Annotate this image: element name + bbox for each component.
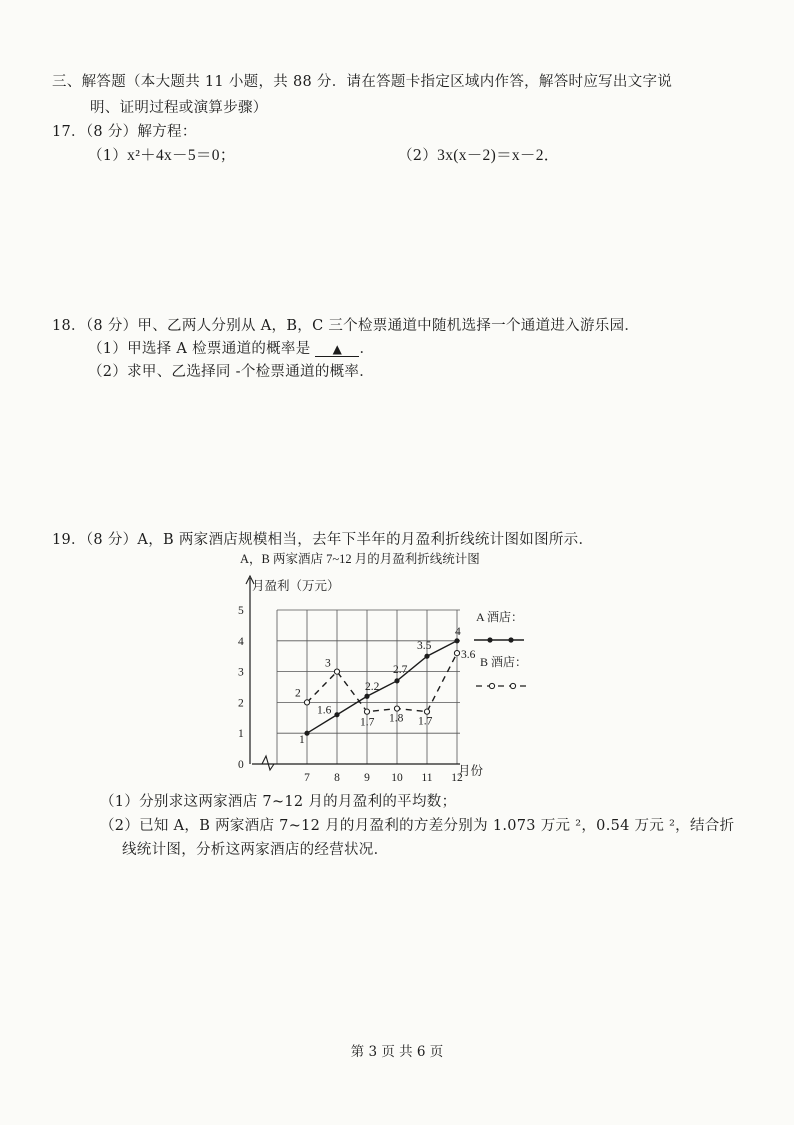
x-tick-label: 7 (304, 772, 310, 784)
legend-b-marker (510, 683, 515, 688)
q17-part2-equation: 3x(x－2)＝x－2． (437, 147, 560, 164)
series-a-data-label: 1.6 (317, 704, 332, 717)
q18-part1-end: ． (359, 341, 375, 357)
x-tick-label: 12 (451, 772, 463, 784)
series-b-point (364, 709, 369, 714)
series-b-point (334, 669, 339, 674)
q17-part2-label: （2） (398, 148, 438, 164)
series-a-data-label: 2.7 (393, 663, 408, 676)
y-tick-label: 2 (238, 697, 244, 710)
x-tick-label: 8 (334, 772, 340, 784)
q18-part1-text: （1）甲选择 A 检票通道的概率是 (88, 341, 311, 357)
series-a-point (364, 694, 369, 699)
y-tick-label: 1 (238, 728, 244, 741)
chart-legend (474, 609, 527, 689)
series-a-data-label: 1 (299, 734, 305, 747)
series-b-point (304, 700, 309, 705)
series-a-point (424, 654, 429, 659)
legend-a-label: A 酒店： (476, 610, 524, 624)
series-a-point (454, 638, 459, 643)
q19-part2-cont: 线统计图，分析这两家酒店的经营状况． (122, 842, 389, 858)
q18-answer-blank: ▲ (315, 342, 359, 357)
q18-part2: （2）求甲、乙选择同 -个检票通道的概率． (88, 364, 375, 380)
section-heading: 三、解答题（本大题共 11 小题，共 88 分．请在答题卡指定区域内作答，解答时应写出文字说 (52, 74, 673, 90)
series-b-data-label: 2 (295, 687, 301, 700)
axis-break-mark (262, 756, 274, 770)
profit-line-chart (228, 548, 568, 788)
q19-part2: （2）已知 A，B 两家酒店 7~12 月的月盈利的方差分别为 1.073 万元 ²，0.54 万元 ²，结合折 (100, 818, 735, 834)
series-a-point (334, 712, 339, 717)
x-tick-label: 10 (391, 772, 403, 784)
q17-part1-equation: x²＋4x－5＝0； (127, 147, 236, 164)
chart-ticks (238, 605, 463, 784)
page-number: 第 3 页 共 6 页 (350, 1044, 444, 1060)
series-b-data-label: 3 (325, 657, 331, 670)
section-heading-cont: 明、证明过程或演算步骤） (90, 100, 268, 116)
series-b-data-label: 3.6 (461, 649, 476, 662)
legend-a-marker (508, 637, 513, 642)
y-tick-label: 3 (238, 666, 244, 679)
legend-b-marker (489, 683, 494, 688)
series-b-point (424, 709, 429, 714)
q18-part1 (88, 337, 374, 358)
chart-title: A，B 两家酒店 7~12 月的月盈利折线统计图 (240, 552, 480, 566)
series-a-line (307, 641, 457, 733)
q17-part1-label: （1） (88, 148, 128, 164)
series-a-data-label: 4 (455, 625, 461, 638)
q17-label: 17．（8 分）解方程： (52, 124, 197, 140)
series-a-point (394, 678, 399, 683)
y-tick-label: 4 (238, 635, 244, 648)
series-a-data-label: 3.5 (417, 640, 432, 653)
q18-label: 18．（8 分）甲、乙两人分别从 A，B，C 三个检票通道中随机选择一个通道进入游乐园． (52, 318, 640, 334)
x-tick-label: 11 (421, 772, 433, 784)
series-b-data-label: 1.8 (389, 712, 404, 725)
chart-x-axis-label: 月份 (458, 764, 484, 778)
series-b-data-label: 1.7 (418, 715, 433, 728)
chart-y-axis-label: 月盈利（万元） (252, 579, 340, 593)
legend-a-marker (487, 637, 492, 642)
y-tick-label: 5 (238, 605, 244, 617)
chart-axes (246, 576, 460, 770)
q17-part1 (88, 143, 236, 165)
series-b-data-label: 1.7 (360, 716, 375, 729)
y-tick-label: 0 (238, 759, 244, 771)
q19-label: 19．（8 分）A，B 两家酒店规模相当，去年下半年的月盈利折线统计图如图所示． (52, 532, 594, 548)
q17-part2 (398, 143, 560, 165)
chart-series (295, 626, 476, 746)
series-a-data-label: 2.2 (365, 681, 380, 694)
series-b-point (394, 706, 399, 711)
legend-b-label: B 酒店： (480, 655, 528, 669)
q19-part1: （1）分别求这两家酒店 7~12 月的月盈利的平均数； (100, 794, 457, 810)
series-b-point (454, 651, 459, 656)
x-tick-label: 9 (364, 772, 370, 784)
series-a-point (304, 731, 309, 736)
